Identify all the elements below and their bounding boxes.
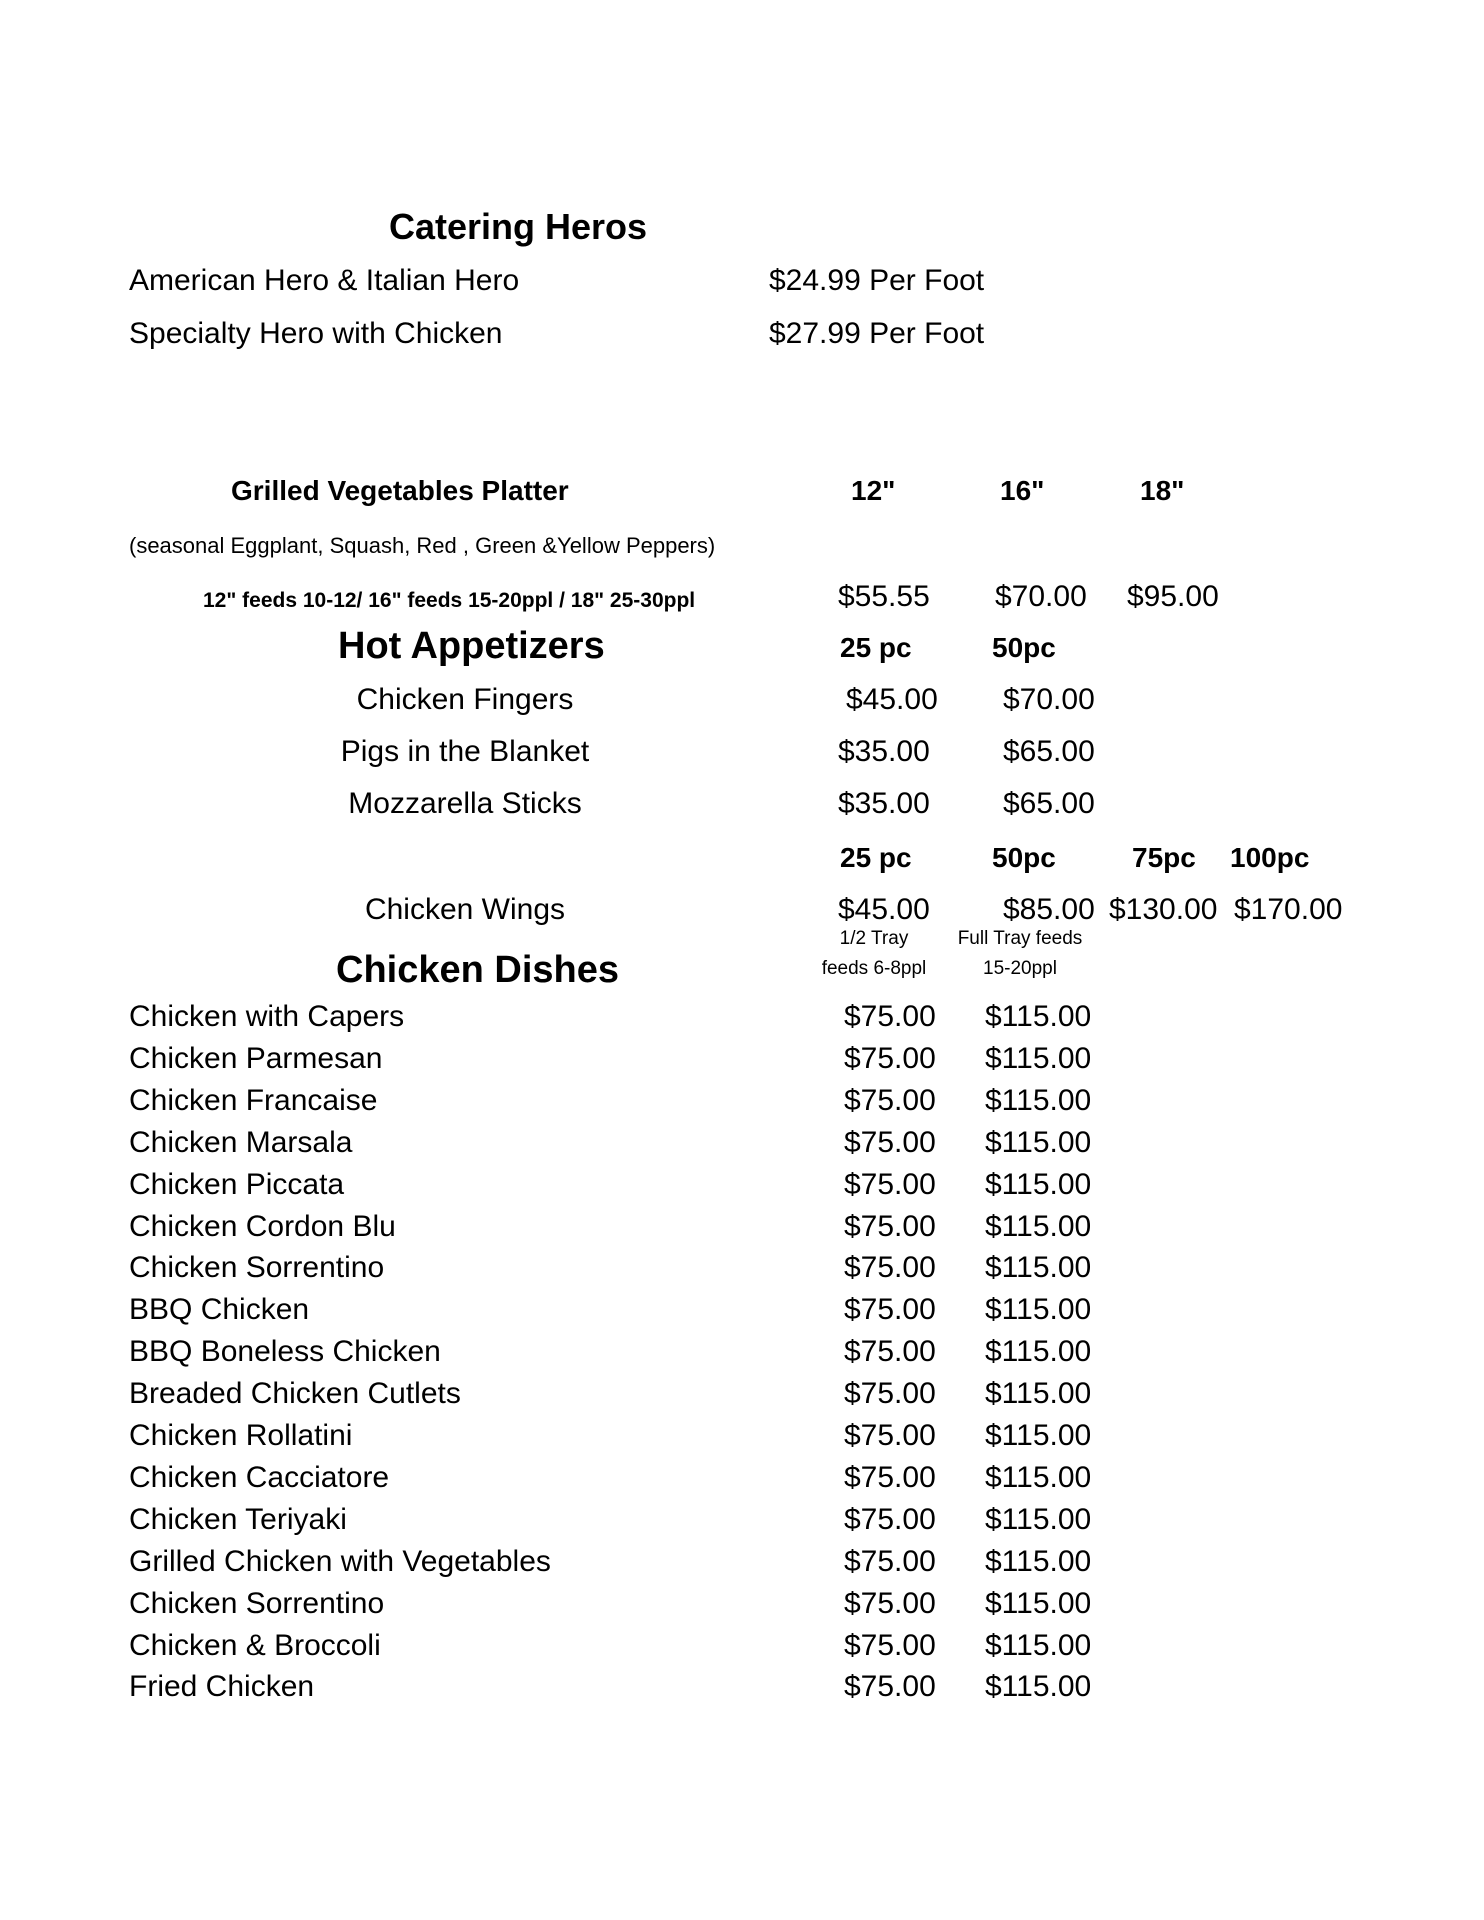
dish-name: Chicken Marsala bbox=[129, 1126, 353, 1159]
dish-full-tray-price: $115.00 bbox=[985, 1419, 1092, 1452]
dish-full-tray-price: $115.00 bbox=[985, 1251, 1092, 1284]
wings-col-50pc: 50pc bbox=[992, 842, 1056, 873]
heros-title: Catering Heros bbox=[389, 206, 648, 247]
dish-full-tray-price: $115.00 bbox=[985, 1042, 1092, 1075]
dish-name: Chicken Teriyaki bbox=[129, 1503, 347, 1536]
dish-name: Chicken Sorrentino bbox=[129, 1251, 385, 1284]
veg-platter-feeds: 12" feeds 10-12/ 16" feeds 15-20ppl / 18" 25-30ppl bbox=[203, 589, 696, 612]
appetizer-price-25pc: $35.00 bbox=[838, 735, 930, 768]
appetizer-name: Mozzarella Sticks bbox=[348, 787, 582, 820]
table-row bbox=[0, 1629, 1484, 1669]
dish-full-tray-price: $115.00 bbox=[985, 1461, 1092, 1494]
veg-platter-description: (seasonal Eggplant, Squash, Red , Green &Yellow Peppers) bbox=[129, 533, 716, 558]
table-row bbox=[0, 1335, 1484, 1375]
table-row bbox=[0, 1084, 1484, 1124]
dish-half-tray-price: $75.00 bbox=[844, 1461, 936, 1494]
dish-full-tray-price: $115.00 bbox=[985, 1000, 1092, 1033]
table-row bbox=[0, 1545, 1484, 1585]
dish-half-tray-price: $75.00 bbox=[844, 1545, 936, 1578]
wings-name: Chicken Wings bbox=[364, 893, 566, 926]
wings-price-75pc: $130.00 bbox=[1109, 893, 1218, 926]
dish-name: Chicken with Capers bbox=[129, 1000, 405, 1033]
wings-price-50pc: $85.00 bbox=[1003, 893, 1095, 926]
dish-name: BBQ Chicken bbox=[129, 1293, 310, 1326]
veg-price-16: $70.00 bbox=[995, 580, 1087, 613]
dish-name: Chicken Sorrentino bbox=[129, 1587, 385, 1620]
table-row bbox=[0, 1168, 1484, 1208]
dish-full-tray-price: $115.00 bbox=[985, 1126, 1092, 1159]
dish-half-tray-price: $75.00 bbox=[844, 1084, 936, 1117]
dish-half-tray-price: $75.00 bbox=[844, 1293, 936, 1326]
hot-appetizers-title: Hot Appetizers bbox=[338, 625, 605, 667]
hero-price-american-italian: $24.99 Per Foot bbox=[769, 264, 985, 297]
table-row bbox=[0, 1377, 1484, 1417]
wings-col-25pc: 25 pc bbox=[840, 842, 912, 873]
table-row bbox=[0, 1210, 1484, 1250]
veg-platter-title: Grilled Vegetables Platter bbox=[231, 475, 569, 506]
half-tray-feeds: feeds 6-8ppl bbox=[821, 958, 927, 979]
dish-name: BBQ Boneless Chicken bbox=[129, 1335, 441, 1368]
appetizer-price-50pc: $65.00 bbox=[1003, 787, 1095, 820]
appetizer-name: Chicken Fingers bbox=[356, 683, 574, 716]
dish-name: Grilled Chicken with Vegetables bbox=[129, 1545, 551, 1578]
wings-price-25pc: $45.00 bbox=[838, 893, 930, 926]
dish-half-tray-price: $75.00 bbox=[844, 1126, 936, 1159]
table-row bbox=[0, 1587, 1484, 1627]
appetizer-price-25pc: $35.00 bbox=[838, 787, 930, 820]
dish-full-tray-price: $115.00 bbox=[985, 1084, 1092, 1117]
dish-full-tray-price: $115.00 bbox=[985, 1335, 1092, 1368]
dish-full-tray-price: $115.00 bbox=[985, 1503, 1092, 1536]
veg-price-18: $95.00 bbox=[1127, 580, 1219, 613]
appetizers-col-25pc: 25 pc bbox=[840, 632, 912, 663]
dish-half-tray-price: $75.00 bbox=[844, 1210, 936, 1243]
dish-name: Chicken Parmesan bbox=[129, 1042, 383, 1075]
dish-name: Chicken Cordon Blu bbox=[129, 1210, 396, 1243]
table-row bbox=[0, 1503, 1484, 1543]
dish-full-tray-price: $115.00 bbox=[985, 1629, 1092, 1662]
dish-half-tray-price: $75.00 bbox=[844, 1670, 936, 1703]
table-row bbox=[0, 1251, 1484, 1291]
dish-full-tray-price: $115.00 bbox=[985, 1587, 1092, 1620]
wings-col-100pc: 100pc bbox=[1230, 842, 1310, 873]
table-row bbox=[0, 1670, 1484, 1710]
appetizer-name: Pigs in the Blanket bbox=[340, 735, 590, 768]
dish-half-tray-price: $75.00 bbox=[844, 1629, 936, 1662]
dish-full-tray-price: $115.00 bbox=[985, 1168, 1092, 1201]
veg-price-12: $55.55 bbox=[838, 580, 930, 613]
table-row bbox=[0, 1293, 1484, 1333]
dish-full-tray-price: $115.00 bbox=[985, 1377, 1092, 1410]
dish-name: Chicken Francaise bbox=[129, 1084, 378, 1117]
full-tray-feeds: 15-20ppl bbox=[983, 958, 1057, 979]
veg-size-18: 18" bbox=[1140, 475, 1185, 506]
table-row bbox=[0, 1042, 1484, 1082]
wings-price-100pc: $170.00 bbox=[1234, 893, 1343, 926]
dish-full-tray-price: $115.00 bbox=[985, 1210, 1092, 1243]
dish-name: Chicken & Broccoli bbox=[129, 1629, 381, 1662]
veg-size-16: 16" bbox=[1000, 475, 1045, 506]
table-row bbox=[0, 1419, 1484, 1459]
dish-half-tray-price: $75.00 bbox=[844, 1042, 936, 1075]
dish-half-tray-price: $75.00 bbox=[844, 1000, 936, 1033]
dish-half-tray-price: $75.00 bbox=[844, 1587, 936, 1620]
chicken-dishes-title: Chicken Dishes bbox=[336, 949, 619, 991]
appetizer-price-50pc: $65.00 bbox=[1003, 735, 1095, 768]
table-row bbox=[0, 1126, 1484, 1166]
dish-full-tray-price: $115.00 bbox=[985, 1293, 1092, 1326]
appetizer-price-50pc: $70.00 bbox=[1003, 683, 1095, 716]
table-row bbox=[0, 1000, 1484, 1040]
dish-half-tray-price: $75.00 bbox=[844, 1335, 936, 1368]
dish-full-tray-price: $115.00 bbox=[985, 1545, 1092, 1578]
dish-full-tray-price: $115.00 bbox=[985, 1670, 1092, 1703]
dish-half-tray-price: $75.00 bbox=[844, 1251, 936, 1284]
dish-half-tray-price: $75.00 bbox=[844, 1419, 936, 1452]
hero-name-american-italian: American Hero & Italian Hero bbox=[129, 264, 520, 297]
full-tray-label: Full Tray feeds bbox=[957, 928, 1083, 949]
wings-col-75pc: 75pc bbox=[1132, 842, 1196, 873]
table-row bbox=[0, 1461, 1484, 1501]
dish-name: Chicken Rollatini bbox=[129, 1419, 353, 1452]
dish-name: Fried Chicken bbox=[129, 1670, 315, 1703]
dish-half-tray-price: $75.00 bbox=[844, 1377, 936, 1410]
veg-size-12: 12" bbox=[851, 475, 896, 506]
appetizer-price-25pc: $45.00 bbox=[846, 683, 938, 716]
half-tray-label: 1/2 Tray bbox=[839, 928, 909, 949]
dish-name: Chicken Cacciatore bbox=[129, 1461, 390, 1494]
hero-name-specialty: Specialty Hero with Chicken bbox=[129, 317, 503, 350]
dish-name: Breaded Chicken Cutlets bbox=[129, 1377, 461, 1410]
dish-name: Chicken Piccata bbox=[129, 1168, 345, 1201]
dish-half-tray-price: $75.00 bbox=[844, 1503, 936, 1536]
appetizers-col-50pc: 50pc bbox=[992, 632, 1056, 663]
dish-half-tray-price: $75.00 bbox=[844, 1168, 936, 1201]
hero-price-specialty: $27.99 Per Foot bbox=[769, 317, 985, 350]
